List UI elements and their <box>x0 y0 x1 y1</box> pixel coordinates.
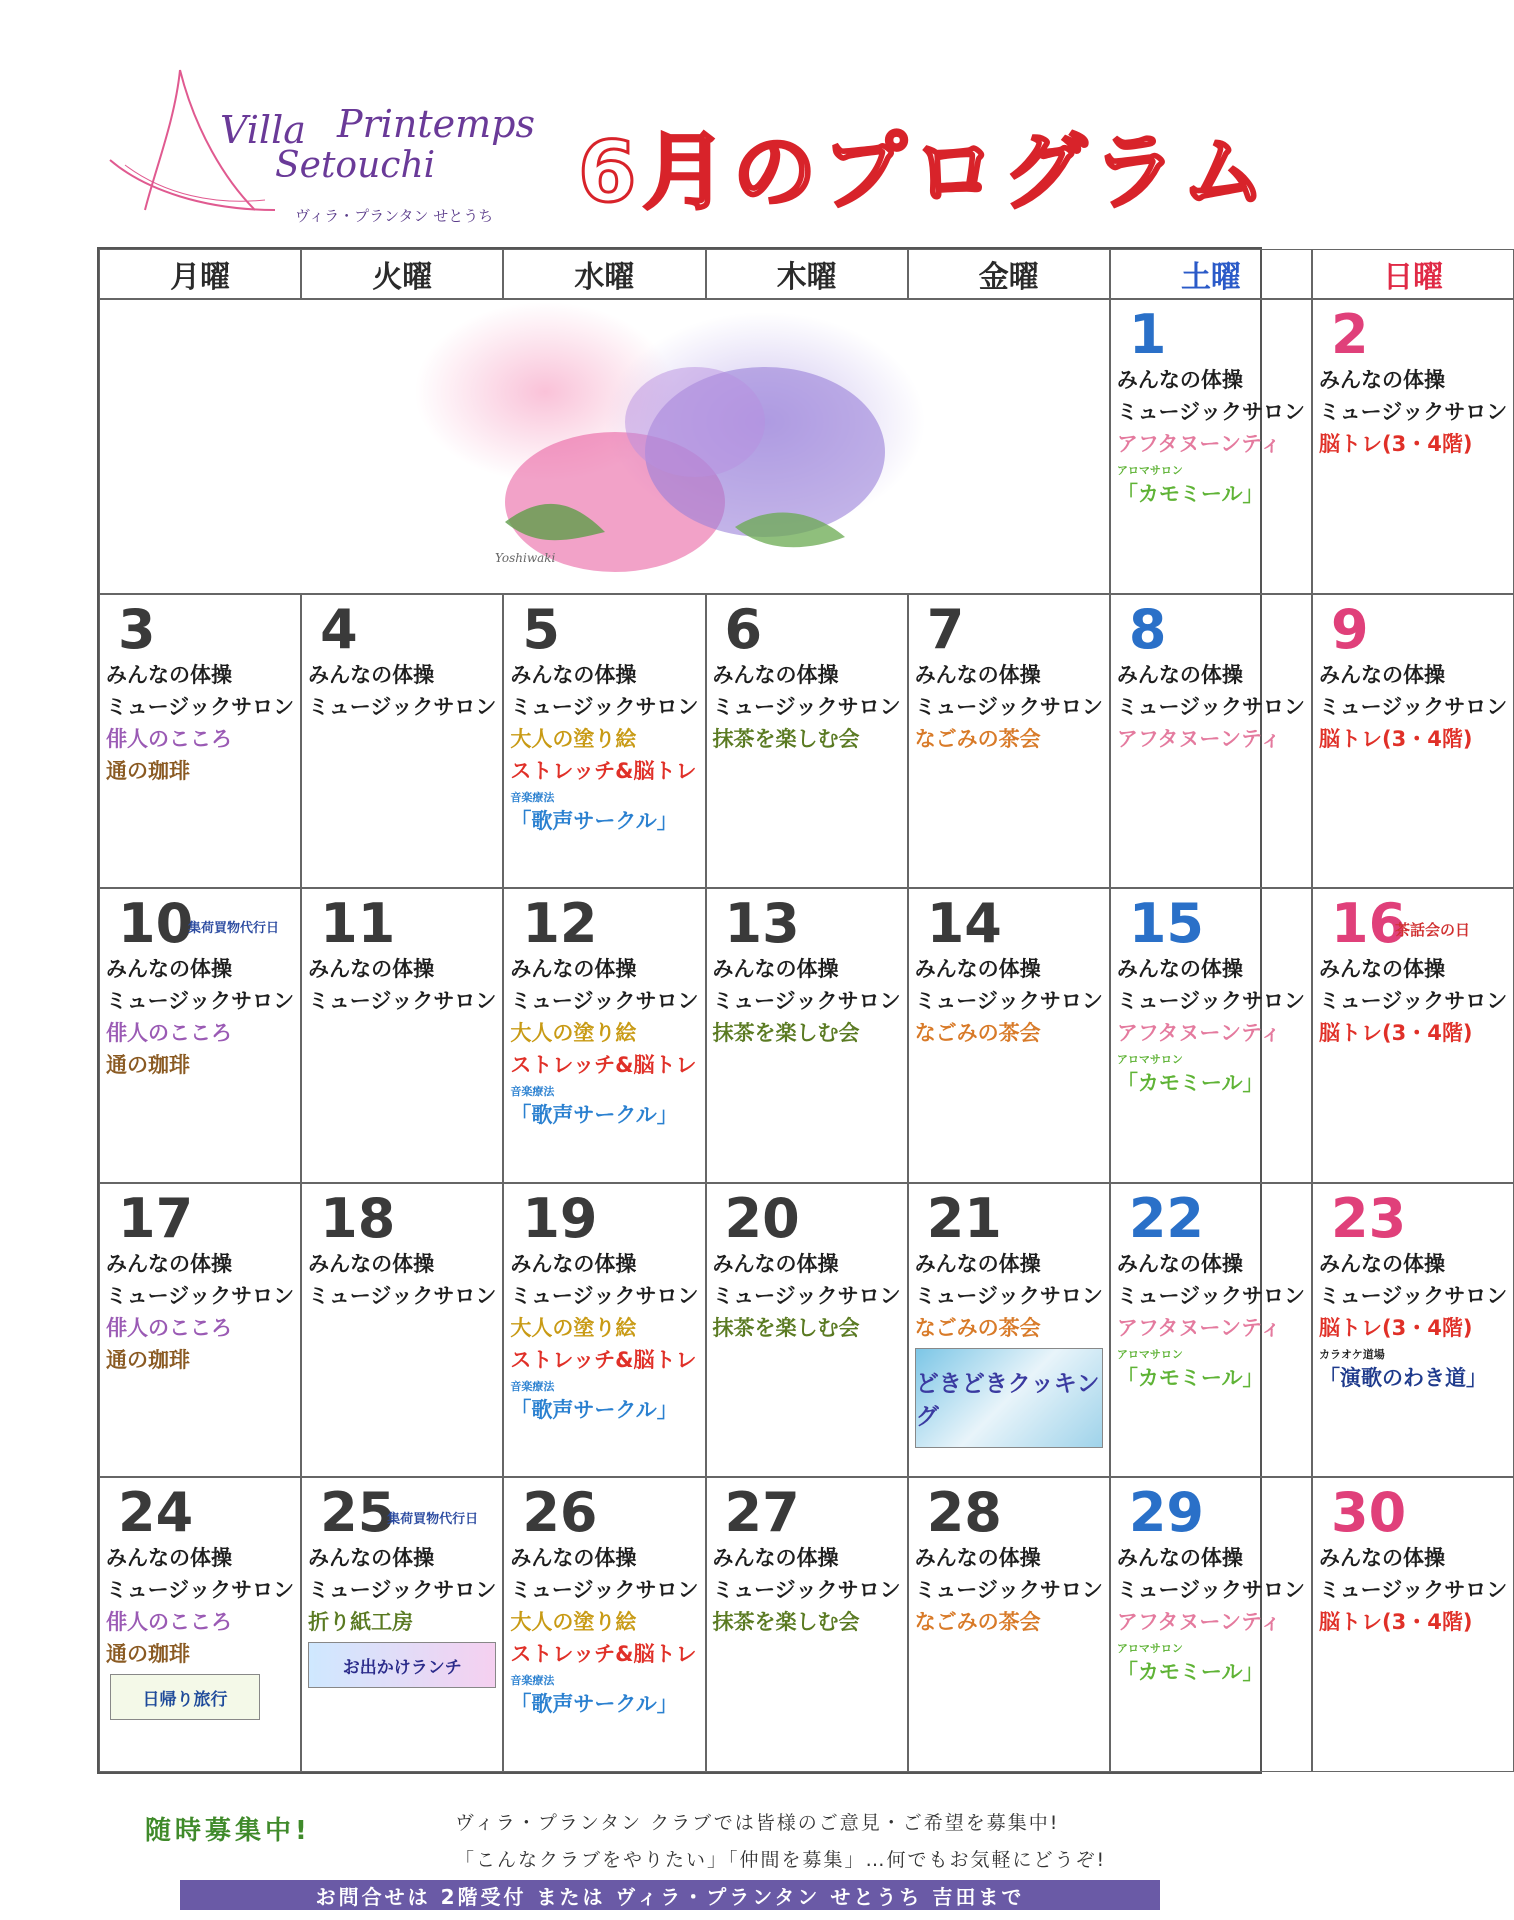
day-number: 5 <box>522 597 560 661</box>
day-cell-22 <box>1110 1183 1312 1478</box>
day-number: 30 <box>1331 1481 1407 1545</box>
event-music-salon: ミュージックサロン <box>1319 1283 1508 1308</box>
event-music-salon: ミュージックサロン <box>106 1578 295 1603</box>
day-cell-12 <box>503 888 705 1183</box>
event-afternoon-tea: アフタヌーンティ <box>1116 432 1282 456</box>
day-number: 29 <box>1128 1481 1205 1545</box>
event-coffee: 通の珈琲 <box>106 1642 190 1667</box>
event-singing-circle: 「歌声サークル」 <box>510 1692 678 1717</box>
day-cell-8 <box>1110 594 1312 889</box>
day-number: 15 <box>1128 892 1205 956</box>
event-brain-training: 脳トレ(3・4階) <box>1319 1315 1473 1340</box>
event-exercise: みんなの体操 <box>308 1546 435 1571</box>
event-haiku: 俳人のこころ <box>106 726 232 751</box>
event-exercise: みんなの体操 <box>510 1546 637 1571</box>
event-music-salon: ミュージックサロン <box>308 694 497 719</box>
event-aroma-label: アロマサロン <box>1116 464 1183 477</box>
day-number: 23 <box>1331 1186 1407 1250</box>
event-exercise: みんなの体操 <box>106 662 232 687</box>
day-cell-1 <box>1110 299 1312 594</box>
event-music-salon: ミュージックサロン <box>712 1283 901 1308</box>
event-matcha: 抹茶を楽しむ会 <box>712 1315 860 1340</box>
lunch-outing-badge: お出かけランチ <box>308 1642 496 1688</box>
event-music-salon: ミュージックサロン <box>1116 989 1306 1014</box>
day-number: 25 <box>320 1481 396 1545</box>
weekday-wed: 水曜 <box>503 249 705 299</box>
day-number: 10 <box>118 892 194 956</box>
event-brain-training: 脳トレ(3・4階) <box>1319 1610 1473 1635</box>
event-exercise: みんなの体操 <box>308 662 435 687</box>
event-music-salon: ミュージックサロン <box>510 1578 699 1603</box>
day-note: 茶話会の日 <box>1395 921 1471 940</box>
recruit-banner: 随時募集中! <box>145 1816 311 1846</box>
event-music-salon: ミュージックサロン <box>712 1578 901 1603</box>
event-brain-training: 脳トレ(3・4階) <box>1319 1021 1473 1046</box>
event-chamomile: 「カモミール」 <box>1116 1071 1264 1096</box>
day-number: 8 <box>1128 597 1167 661</box>
weekday-thu: 木曜 <box>706 249 908 299</box>
event-music-therapy-label: 音楽療法 <box>510 790 555 804</box>
event-music-salon: ミュージックサロン <box>1319 694 1508 719</box>
day-number: 3 <box>118 597 156 661</box>
event-exercise: みんなの体操 <box>914 1546 1041 1571</box>
calendar-grid <box>97 247 1508 1774</box>
event-aroma-label: アロマサロン <box>1116 1053 1183 1067</box>
day-cell-4 <box>301 594 503 889</box>
event-music-therapy-label: 音楽療法 <box>510 1085 555 1099</box>
logo-villa: Villa <box>220 108 306 152</box>
day-number: 11 <box>320 892 396 956</box>
event-stretch: ストレッチ&脳トレ <box>510 758 697 783</box>
day-number: 6 <box>724 597 763 661</box>
event-haiku: 俳人のこころ <box>106 1610 232 1635</box>
event-exercise: みんなの体操 <box>712 1546 839 1571</box>
day-number: 18 <box>320 1186 396 1250</box>
day-note: 集荷買物代行日 <box>387 1512 479 1528</box>
weekday-tue: 火曜 <box>301 249 503 299</box>
event-tea-ceremony: なごみの茶会 <box>914 1315 1041 1340</box>
event-exercise: みんなの体操 <box>308 957 435 982</box>
day-cell-21 <box>908 1183 1110 1478</box>
event-matcha: 抹茶を楽しむ会 <box>712 1021 860 1046</box>
event-exercise: みんなの体操 <box>914 1251 1041 1276</box>
event-coffee: 通の珈琲 <box>106 758 190 783</box>
day-number: 4 <box>320 597 358 661</box>
day-cell-14 <box>908 888 1110 1183</box>
day-cell-30 <box>1312 1477 1514 1772</box>
event-tea-ceremony: なごみの茶会 <box>914 1610 1041 1635</box>
hydrangea-illustration <box>435 312 925 582</box>
logo-setouchi: Setouchi <box>275 145 436 186</box>
event-exercise: みんなの体操 <box>712 662 839 687</box>
day-cell-9 <box>1312 594 1514 889</box>
day-cell-19 <box>503 1183 705 1478</box>
event-exercise: みんなの体操 <box>1116 368 1243 392</box>
footer-message-1: ヴィラ・プランタン クラブでは皆様のご意見・ご希望を募集中! <box>455 1812 1060 1834</box>
event-music-salon: ミュージックサロン <box>308 1283 497 1308</box>
event-coloring: 大人の塗り絵 <box>510 1610 637 1635</box>
weekday-sat: 土曜 <box>1110 249 1312 299</box>
event-aroma-label: アロマサロン <box>1116 1347 1183 1361</box>
day-number: 16 <box>1331 892 1407 956</box>
event-afternoon-tea: アフタヌーンティ <box>1116 1021 1282 1046</box>
event-enka: 「演歌のわき道」 <box>1319 1365 1488 1390</box>
event-music-salon: ミュージックサロン <box>712 694 901 719</box>
day-cell-16 <box>1312 888 1514 1183</box>
event-haiku: 俳人のこころ <box>106 1021 232 1046</box>
day-cell-7 <box>908 594 1110 889</box>
day-cell-20 <box>706 1183 908 1478</box>
event-music-salon: ミュージックサロン <box>914 1283 1103 1308</box>
cooking-event-badge: どきどきクッキング <box>915 1348 1103 1448</box>
event-tea-ceremony: なごみの茶会 <box>914 726 1041 751</box>
weekday-fri: 金曜 <box>908 249 1110 299</box>
event-exercise: みんなの体操 <box>1116 662 1243 687</box>
event-chamomile: 「カモミール」 <box>1116 1365 1264 1390</box>
day-cell-29 <box>1110 1477 1312 1772</box>
event-haiku: 俳人のこころ <box>106 1315 232 1340</box>
event-singing-circle: 「歌声サークル」 <box>510 808 678 833</box>
event-brain-training: 脳トレ(3・4階) <box>1319 726 1473 751</box>
event-exercise: みんなの体操 <box>106 957 232 982</box>
event-music-salon: ミュージックサロン <box>914 989 1103 1014</box>
day-number: 22 <box>1128 1186 1205 1250</box>
day-cell-5 <box>503 594 705 889</box>
event-music-salon: ミュージックサロン <box>510 989 699 1014</box>
day-cell-18 <box>301 1183 503 1478</box>
event-exercise: みんなの体操 <box>308 1251 435 1276</box>
day-cell-25 <box>301 1477 503 1772</box>
event-stretch: ストレッチ&脳トレ <box>510 1053 697 1078</box>
event-exercise: みんなの体操 <box>1319 368 1446 392</box>
event-music-therapy-label: 音楽療法 <box>510 1379 555 1393</box>
event-singing-circle: 「歌声サークル」 <box>510 1397 678 1422</box>
event-music-salon: ミュージックサロン <box>1319 989 1508 1014</box>
event-exercise: みんなの体操 <box>914 957 1041 982</box>
event-exercise: みんなの体操 <box>1116 957 1243 982</box>
day-number: 14 <box>926 892 1002 956</box>
day-cell-26 <box>503 1477 705 1772</box>
day-number: 12 <box>522 892 598 956</box>
event-music-salon: ミュージックサロン <box>1319 1578 1508 1603</box>
event-exercise: みんなの体操 <box>712 957 839 982</box>
event-exercise: みんなの体操 <box>1319 662 1446 687</box>
logo-printemps: Printemps <box>337 102 535 146</box>
event-music-salon: ミュージックサロン <box>1116 400 1306 424</box>
day-cell-6 <box>706 594 908 889</box>
day-cell-28 <box>908 1477 1110 1772</box>
event-stretch: ストレッチ&脳トレ <box>510 1642 697 1667</box>
event-matcha: 抹茶を楽しむ会 <box>712 726 860 751</box>
weekday-mon: 月曜 <box>99 249 301 299</box>
hydrangea-illustration-cell <box>99 299 1110 594</box>
event-coloring: 大人の塗り絵 <box>510 1021 637 1046</box>
event-music-salon: ミュージックサロン <box>1116 1578 1306 1603</box>
day-number: 28 <box>926 1481 1002 1545</box>
day-cell-2 <box>1312 299 1514 594</box>
day-cell-23 <box>1312 1183 1514 1478</box>
day-number: 27 <box>724 1481 800 1545</box>
event-music-salon: ミュージックサロン <box>1319 400 1508 424</box>
day-number: 26 <box>522 1481 598 1545</box>
day-cell-13 <box>706 888 908 1183</box>
event-exercise: みんなの体操 <box>712 1251 839 1276</box>
contact-bar: お問合せは 2階受付 または ヴィラ・プランタン せとうち 吉田まで <box>180 1880 1160 1910</box>
event-aroma-label: アロマサロン <box>1116 1642 1183 1656</box>
event-music-salon: ミュージックサロン <box>914 1578 1103 1603</box>
event-music-salon: ミュージックサロン <box>1116 1283 1306 1308</box>
event-exercise: みんなの体操 <box>510 1251 637 1276</box>
day-number: 7 <box>926 597 965 661</box>
event-singing-circle: 「歌声サークル」 <box>510 1103 678 1128</box>
event-afternoon-tea: アフタヌーンティ <box>1116 726 1282 751</box>
event-music-salon: ミュージックサロン <box>106 1283 295 1308</box>
event-chamomile: 「カモミール」 <box>1116 1660 1264 1685</box>
event-coffee: 通の珈琲 <box>106 1053 190 1078</box>
event-music-salon: ミュージックサロン <box>510 694 699 719</box>
event-afternoon-tea: アフタヌーンティ <box>1116 1315 1282 1340</box>
event-music-salon: ミュージックサロン <box>308 989 497 1014</box>
day-number: 20 <box>724 1186 800 1250</box>
day-note: 集荷買物代行日 <box>188 921 280 937</box>
event-exercise: みんなの体操 <box>1319 1546 1446 1571</box>
day-number: 17 <box>118 1186 194 1250</box>
day-number: 24 <box>118 1481 194 1545</box>
day-number: 13 <box>724 892 800 956</box>
event-exercise: みんなの体操 <box>510 662 637 687</box>
day-cell-10 <box>99 888 301 1183</box>
event-tea-ceremony: なごみの茶会 <box>914 1021 1041 1046</box>
event-music-salon: ミュージックサロン <box>106 989 295 1014</box>
day-cell-27 <box>706 1477 908 1772</box>
event-origami: 折り紙工房 <box>308 1610 414 1635</box>
event-karaoke-label: カラオケ道場 <box>1319 1347 1385 1361</box>
event-exercise: みんなの体操 <box>1319 957 1446 982</box>
footer-message-2: 「こんなクラブをやりたい」「仲間を募集」…何でもお気軽にどうぞ! <box>455 1849 1107 1871</box>
event-music-salon: ミュージックサロン <box>712 989 901 1014</box>
event-exercise: みんなの体操 <box>106 1546 232 1571</box>
event-afternoon-tea: アフタヌーンティ <box>1116 1610 1282 1635</box>
event-coloring: 大人の塗り絵 <box>510 726 637 751</box>
event-chamomile: 「カモミール」 <box>1116 482 1264 506</box>
event-exercise: みんなの体操 <box>914 662 1041 687</box>
event-music-salon: ミュージックサロン <box>1116 694 1306 719</box>
event-music-salon: ミュージックサロン <box>308 1578 497 1603</box>
event-stretch: ストレッチ&脳トレ <box>510 1347 697 1372</box>
day-number: 2 <box>1331 303 1369 366</box>
event-exercise: みんなの体操 <box>510 957 637 982</box>
day-cell-24 <box>99 1477 301 1772</box>
day-cell-3 <box>99 594 301 889</box>
painting-signature: Yoshiwaki <box>495 551 556 565</box>
event-music-salon: ミュージックサロン <box>914 694 1103 719</box>
event-exercise: みんなの体操 <box>1319 1251 1446 1276</box>
day-cell-11 <box>301 888 503 1183</box>
event-coloring: 大人の塗り絵 <box>510 1315 637 1340</box>
page-title: 6月のプログラム <box>578 123 1272 221</box>
event-exercise: みんなの体操 <box>1116 1251 1243 1276</box>
brand-logo <box>105 60 555 230</box>
event-coffee: 通の珈琲 <box>106 1347 190 1372</box>
day-cell-17 <box>99 1183 301 1478</box>
day-number: 1 <box>1128 303 1167 366</box>
day-number: 19 <box>522 1186 598 1250</box>
weekday-sun: 日曜 <box>1312 249 1514 299</box>
event-matcha: 抹茶を楽しむ会 <box>712 1610 860 1635</box>
day-number: 21 <box>926 1186 1002 1250</box>
day-cell-15 <box>1110 888 1312 1183</box>
day-trip-badge: 日帰り旅行 <box>110 1674 260 1720</box>
day-number: 9 <box>1331 597 1369 661</box>
event-exercise: みんなの体操 <box>106 1251 232 1276</box>
event-music-salon: ミュージックサロン <box>510 1283 699 1308</box>
event-music-salon: ミュージックサロン <box>106 694 295 719</box>
event-music-therapy-label: 音楽療法 <box>510 1674 555 1688</box>
logo-kana: ヴィラ・プランタン せとうち <box>295 207 494 225</box>
event-exercise: みんなの体操 <box>1116 1546 1243 1571</box>
event-brain-training: 脳トレ(3・4階) <box>1319 432 1473 456</box>
